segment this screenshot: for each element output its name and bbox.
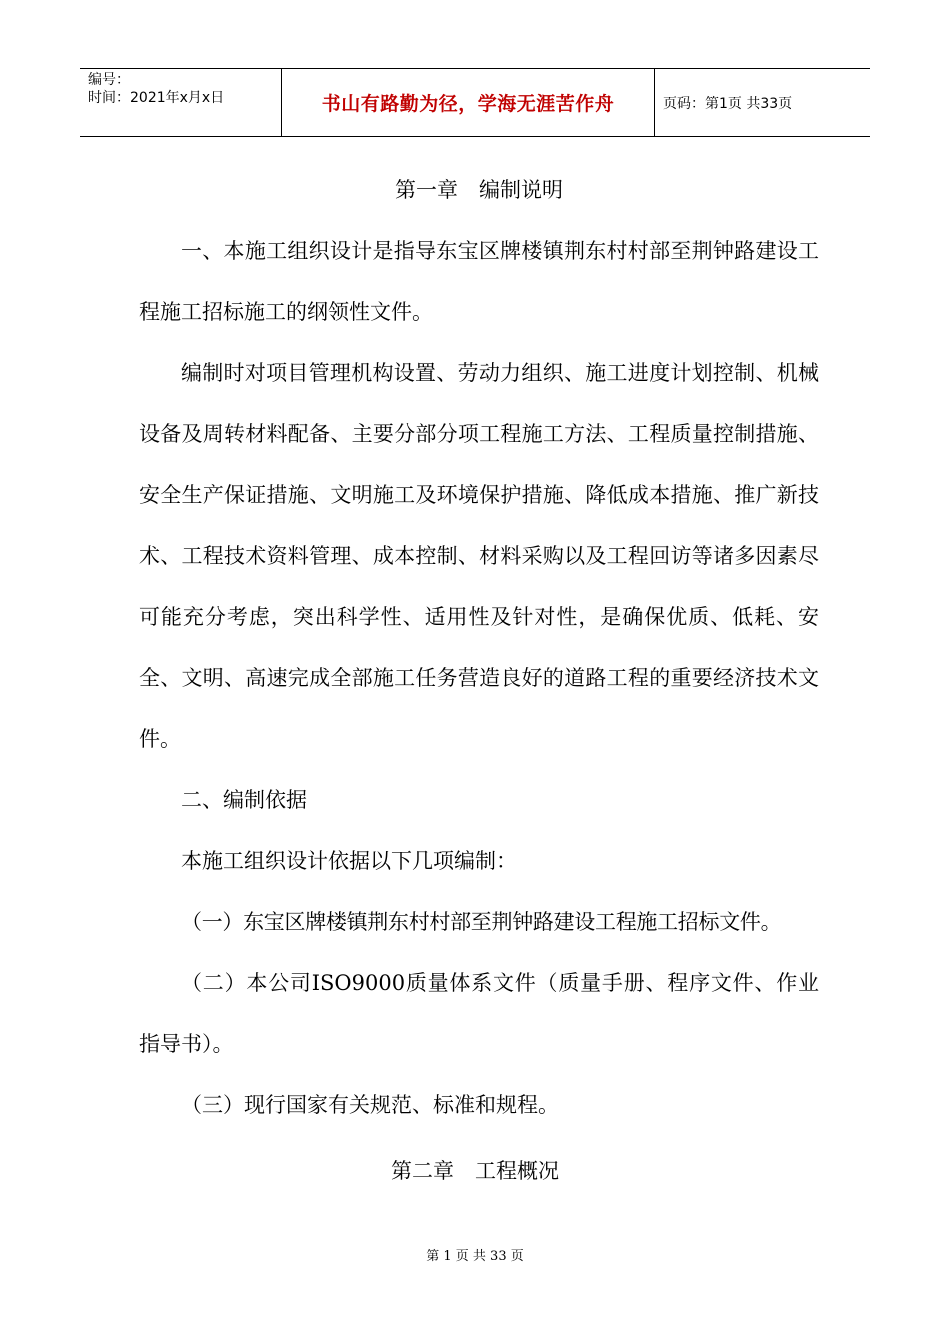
list-item-2: （二）本公司ISO9000质量体系文件（质量手册、程序文件、作业指导书）。 bbox=[139, 971, 819, 1056]
list-item-3: （三）现行国家有关规范、标准和规程。 bbox=[181, 1093, 559, 1117]
document-date: 时间：2021年x月x日 bbox=[88, 90, 225, 106]
list-item-1: （一）东宝区牌楼镇荆东村村部至荆钟路建设工程施工招标文件。 bbox=[181, 910, 782, 934]
section-2-heading: 二、编制依据 bbox=[181, 788, 307, 812]
page-footer: 第 1 页 共 33 页 bbox=[426, 1249, 524, 1264]
document-header bbox=[80, 68, 870, 137]
paragraph-2: 编制时对项目管理机构设置、劳动力组织、施工进度计划控制、机械设备及周转材料配备、主要分部分项工程施工方法、工程质量控制措施、安全生产保证措施、文明施工及环境保护措施、降低成本措施、推广新技术、工程技术资料管理、成本控制、材料采购以及工程回访等诸多因素尽可能充分考虑，突出科学性、适用性及针对性，是确保优质、低耗、安全、文明、高速完成全部施工任务营造良好的道路工程的重要经济技术文件。 bbox=[139, 361, 819, 751]
paragraph-1: 一、本施工组织设计是指导东宝区牌楼镇荆东村村部至荆钟路建设工程施工招标施工的纲领性文件。 bbox=[139, 239, 819, 324]
chapter-2-title: 第二章 工程概况 bbox=[391, 1159, 559, 1183]
header-page-info: 页码：第1页 共33页 bbox=[663, 95, 793, 112]
header-meta bbox=[80, 69, 282, 136]
document-number-label: 编号： bbox=[88, 72, 130, 88]
header-motto: 书山有路勤为径，学海无涯苦作舟 bbox=[282, 69, 655, 136]
chapter-1-title: 第一章 编制说明 bbox=[395, 178, 563, 202]
document-body bbox=[139, 160, 819, 1136]
paragraph-3: 本施工组织设计依据以下几项编制： bbox=[181, 849, 517, 873]
